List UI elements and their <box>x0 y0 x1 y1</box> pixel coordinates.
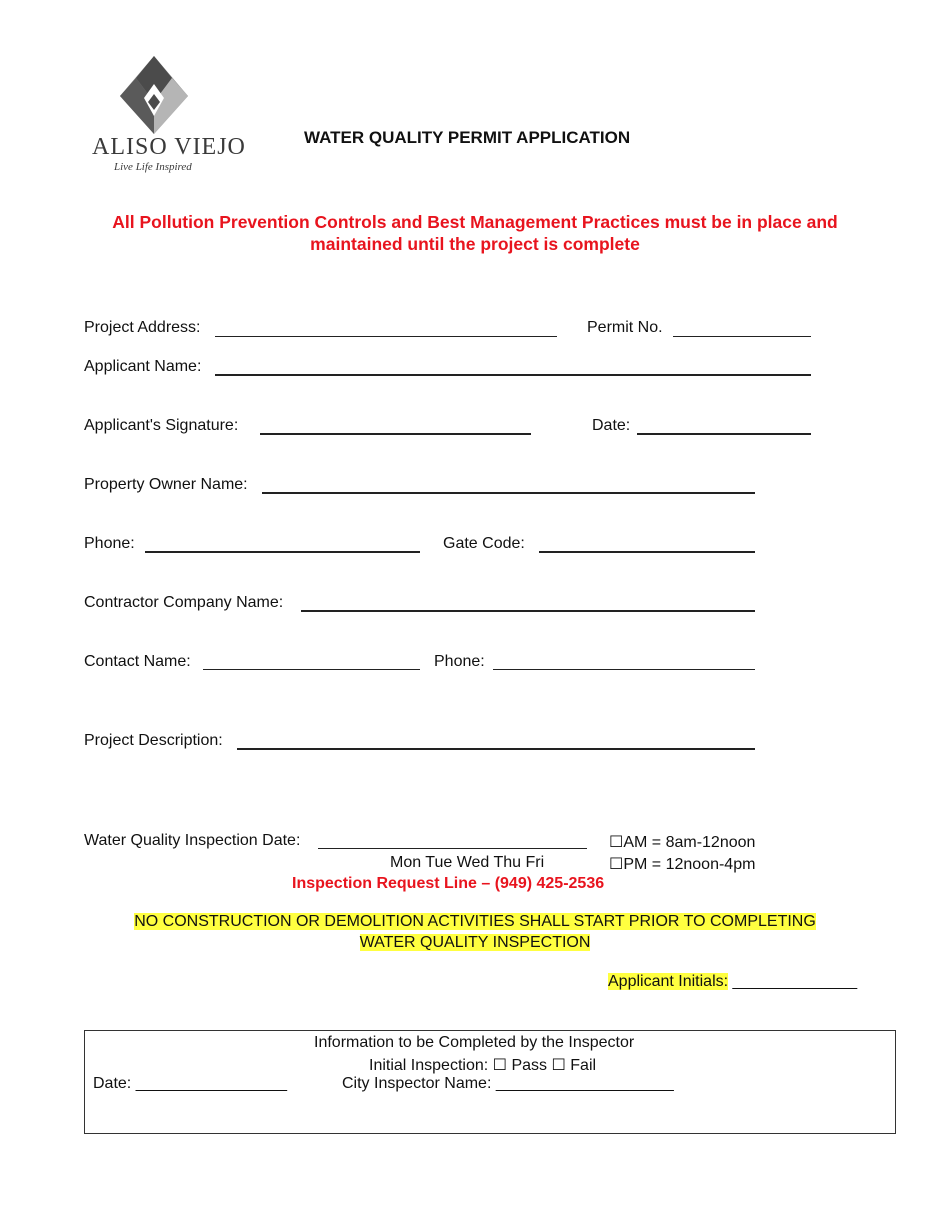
inspector-name-label: City Inspector Name: <box>342 1075 492 1092</box>
logo-name: ALISO VIEJO <box>92 134 246 160</box>
am-option-label: AM = 8am-12noon <box>623 834 756 851</box>
property-owner-field[interactable] <box>262 492 755 494</box>
pass-checkbox[interactable]: ☐ <box>492 1057 507 1074</box>
inspector-name-field[interactable]: ____________________ <box>495 1075 674 1092</box>
project-description-label: Project Description: <box>84 732 223 749</box>
weekdays-text: Mon Tue Wed Thu Fri <box>390 854 545 871</box>
applicant-initials-label: Applicant Initials: <box>608 973 729 990</box>
applicant-signature-field[interactable] <box>260 433 531 435</box>
applicant-initials-row <box>608 973 857 991</box>
phone-label: Phone: <box>84 535 135 552</box>
page-title: WATER QUALITY PERMIT APPLICATION <box>304 128 631 147</box>
project-address-field[interactable] <box>215 336 557 337</box>
initial-inspection-label: Initial Inspection: <box>369 1057 489 1074</box>
am-checkbox[interactable]: ☐ <box>609 834 624 851</box>
notice-line-1: NO CONSTRUCTION OR DEMOLITION ACTIVITIES SHALL START PRIOR TO COMPLETING <box>134 913 816 930</box>
gate-code-label: Gate Code: <box>443 535 525 552</box>
pm-option-label: PM = 12noon-4pm <box>623 856 756 873</box>
warning-line-1: All Pollution Prevention Controls and Best Management Practices must be in place and <box>112 212 838 232</box>
inspection-request-line: Inspection Request Line – (949) 425-2536 <box>292 875 605 892</box>
contact-phone-field[interactable] <box>493 669 755 670</box>
inspection-date-label: Water Quality Inspection Date: <box>84 832 301 849</box>
phone-field[interactable] <box>145 551 420 553</box>
notice-line-1-wrap <box>0 913 950 931</box>
inspector-date-row <box>93 1075 287 1093</box>
am-option <box>609 832 755 852</box>
contractor-company-field[interactable] <box>301 610 755 612</box>
inspector-name-row <box>342 1075 674 1093</box>
inspector-date-label: Date: <box>93 1075 132 1092</box>
notice-line-2: WATER QUALITY INSPECTION <box>359 934 591 951</box>
notice-line-2-wrap <box>0 934 950 952</box>
property-owner-label: Property Owner Name: <box>84 476 248 493</box>
contractor-company-label: Contractor Company Name: <box>84 594 284 611</box>
applicant-initials-field[interactable]: ______________ <box>732 973 858 990</box>
date-field[interactable] <box>637 433 811 435</box>
pass-label: Pass <box>511 1057 548 1074</box>
fail-checkbox[interactable]: ☐ <box>551 1057 566 1074</box>
permit-no-field[interactable] <box>673 336 811 337</box>
applicant-name-field[interactable] <box>215 374 811 376</box>
inspector-heading: Information to be Completed by the Inspector <box>314 1034 635 1051</box>
contact-name-field[interactable] <box>203 669 420 670</box>
inspection-date-field[interactable] <box>318 848 587 849</box>
project-address-label: Project Address: <box>84 319 201 336</box>
diamond-logo-icon <box>118 54 190 134</box>
date-label: Date: <box>592 417 631 434</box>
permit-no-label: Permit No. <box>587 319 663 336</box>
fail-label: Fail <box>570 1057 597 1074</box>
pm-checkbox[interactable]: ☐ <box>609 856 624 873</box>
pm-option <box>609 854 755 874</box>
inspector-date-field[interactable]: _________________ <box>135 1075 287 1092</box>
gate-code-field[interactable] <box>539 551 755 553</box>
project-description-field[interactable] <box>237 748 755 750</box>
warning-line-2: maintained until the project is complete <box>310 234 640 254</box>
initial-inspection-row <box>369 1055 596 1075</box>
logo-tagline: Live Life Inspired <box>114 161 192 173</box>
applicant-name-label: Applicant Name: <box>84 358 202 375</box>
contact-phone-label: Phone: <box>434 653 485 670</box>
contact-name-label: Contact Name: <box>84 653 191 670</box>
applicant-signature-label: Applicant's Signature: <box>84 417 239 434</box>
